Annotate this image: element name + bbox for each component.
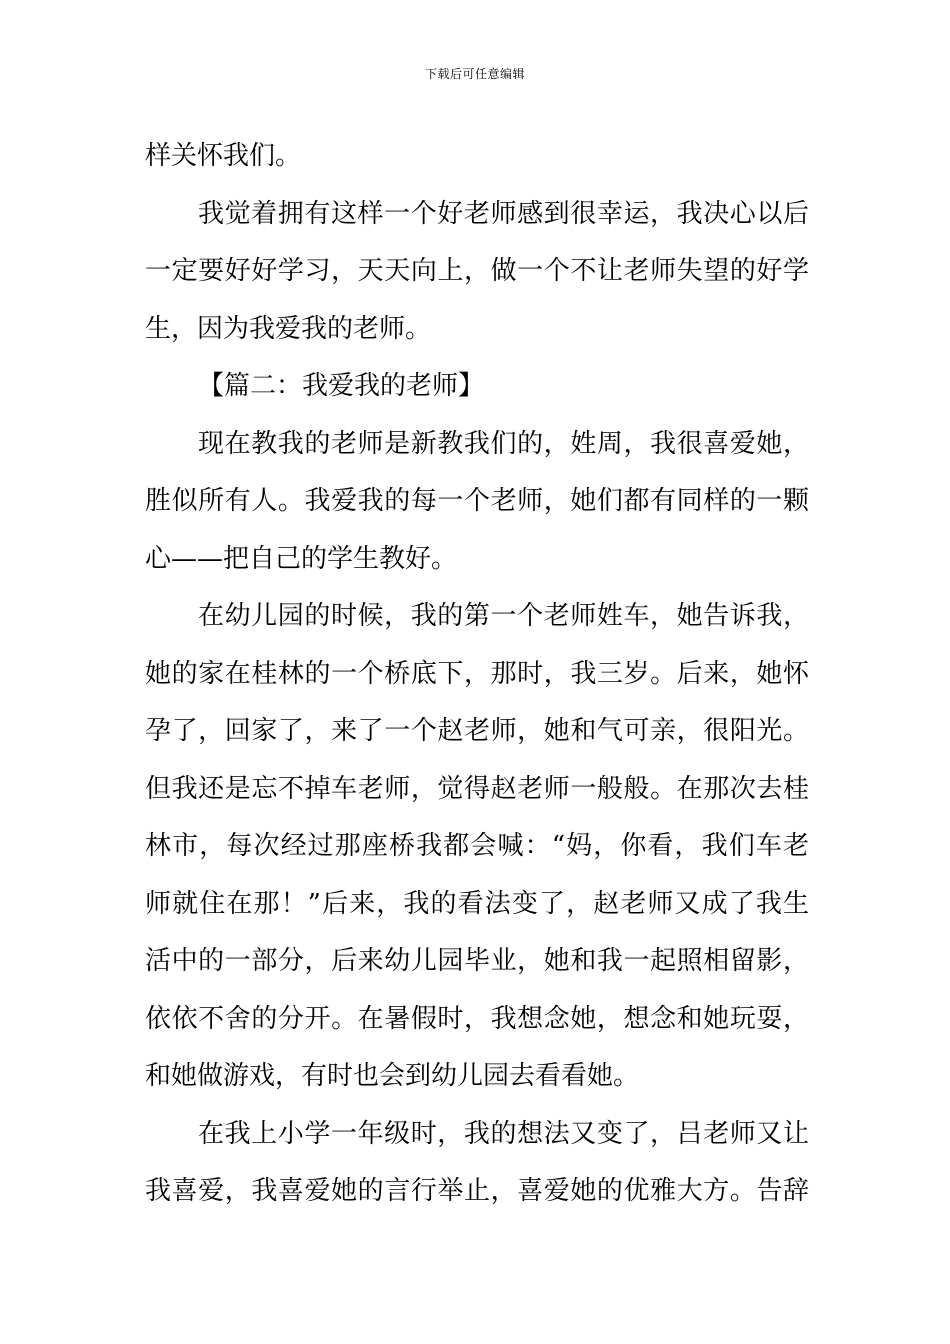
document-body bbox=[145, 128, 809, 1221]
text-line: 生，因为我爱我的老师。 bbox=[145, 313, 432, 344]
text-line: 林市，每次经过那座桥我都会喊：“妈，你看，我们车老 bbox=[145, 831, 809, 861]
text-line: 依依不舍的分开。在暑假时，我想念她，想念和她玩耍， bbox=[145, 1003, 809, 1034]
text-line: 和她做游戏，有时也会到幼儿园去看看她。 bbox=[145, 1061, 640, 1091]
text-line: 一定要好好学习，天天向上，做一个不让老师失望的好学 bbox=[145, 256, 809, 286]
text-line: 胜似所有人。我爱我的每一个老师，她们都有同样的一颗 bbox=[145, 486, 809, 516]
text-line: 样关怀我们。 bbox=[145, 141, 302, 171]
text-line: 在幼儿园的时候，我的第一个老师姓车，她告诉我， bbox=[198, 601, 809, 631]
text-line: 我觉着拥有这样一个好老师感到很幸运，我决心以后 bbox=[198, 198, 809, 229]
text-line: 现在教我的老师是新教我们的，姓周，我很喜爱她， bbox=[198, 428, 809, 459]
section-heading: 【篇二：我爱我的老师】 bbox=[198, 371, 485, 401]
text-line: 孕了，回家了，来了一个赵老师，她和气可亲，很阳光。 bbox=[145, 716, 809, 746]
text-line: 在我上小学一年级时，我的想法又变了，吕老师又让 bbox=[198, 1118, 809, 1149]
text-line: 但我还是忘不掉车老师，觉得赵老师一般般。在那次去桂 bbox=[145, 773, 809, 804]
text-line: 她的家在桂林的一个桥底下，那时，我三岁。后来，她怀 bbox=[145, 658, 809, 689]
text-line: 师就住在那！”后来，我的看法变了，赵老师又成了我生 bbox=[145, 888, 809, 919]
text-line: 心——把自己的学生教好。 bbox=[145, 543, 458, 574]
text-line: 活中的一部分，后来幼儿园毕业，她和我一起照相留影， bbox=[145, 946, 809, 976]
text-line: 我喜爱，我喜爱她的言行举止，喜爱她的优雅大方。告辞 bbox=[145, 1176, 809, 1206]
page-header-note: 下载后可任意编辑 bbox=[424, 67, 525, 81]
